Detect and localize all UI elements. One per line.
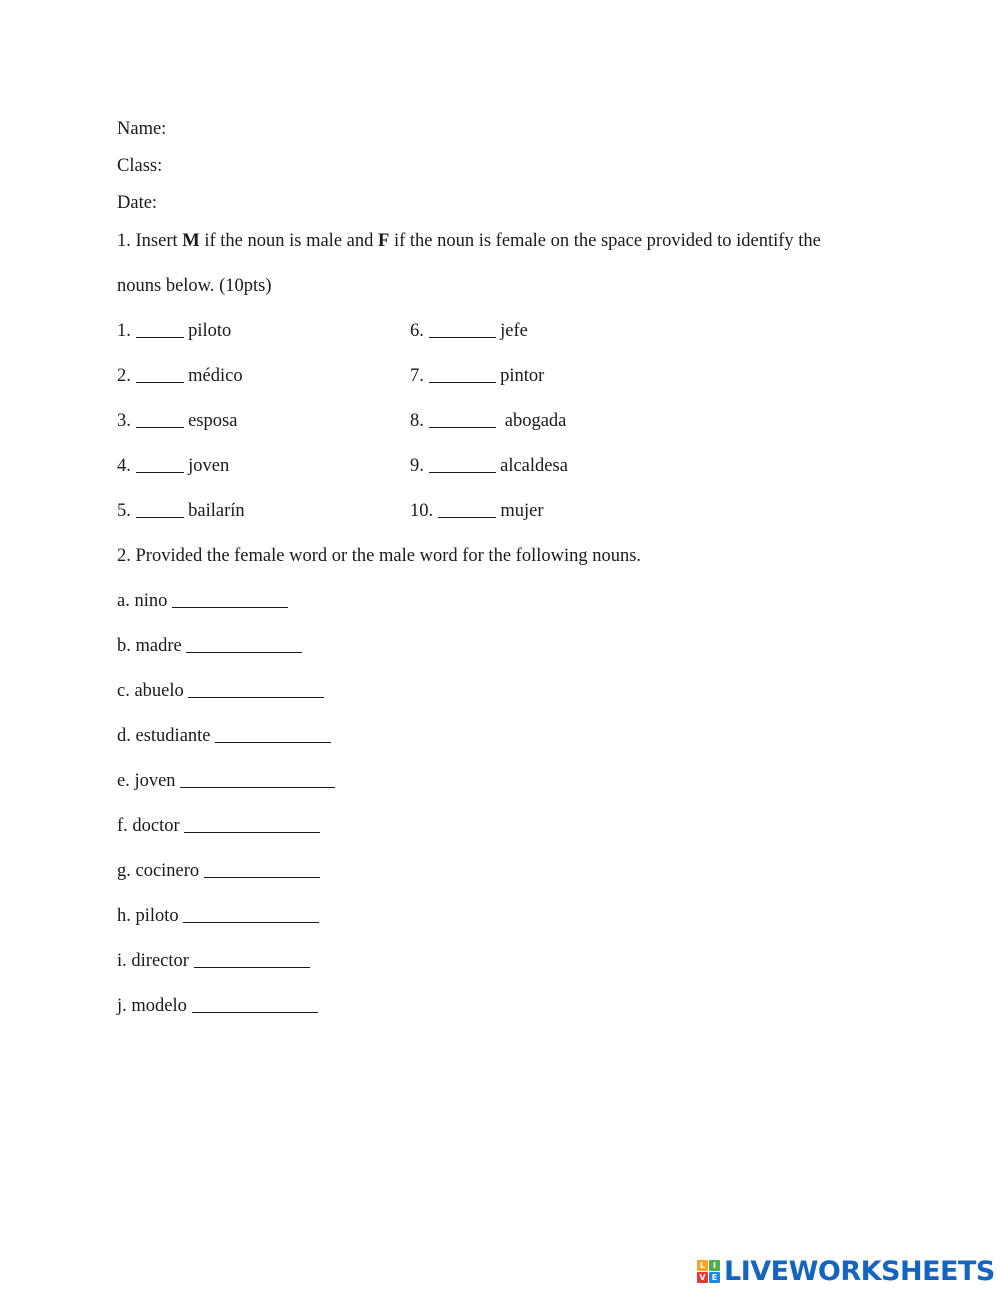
f-letter: F: [378, 231, 390, 251]
answer-blank[interactable]: [188, 681, 324, 698]
logo-block-l: L: [697, 1260, 708, 1271]
logo-block-v: V: [697, 1272, 708, 1283]
section2-instruction: 2. Provided the female word or the male word for the following nouns.: [117, 546, 642, 566]
answer-blank[interactable]: [136, 366, 184, 383]
answer-blank[interactable]: [183, 906, 319, 923]
answer-blank[interactable]: [215, 726, 331, 743]
answer-blank[interactable]: [136, 321, 184, 338]
logo-text: LIVEWORKSHEETS: [724, 1255, 995, 1287]
date-label: Date:: [117, 193, 158, 213]
answer-blank[interactable]: [194, 951, 310, 968]
logo-block-e: E: [709, 1272, 720, 1283]
section1-instruction-line2: nouns below. (10pts): [117, 276, 272, 296]
gender-item-f: f. doctor: [117, 814, 320, 838]
answer-blank[interactable]: [172, 591, 288, 608]
noun-item-9: 9. alcaldesa: [410, 456, 568, 476]
noun-item-4: 4. joven: [117, 456, 230, 476]
answer-blank[interactable]: [192, 996, 318, 1013]
class-label: Class:: [117, 156, 163, 176]
noun-item-6: 6. jefe: [410, 321, 528, 341]
name-label: Name:: [117, 119, 167, 139]
answer-blank[interactable]: [429, 411, 496, 428]
noun-item-10: 10. mujer: [410, 501, 544, 521]
gender-item-b: b. madre: [117, 634, 302, 658]
logo-blocks-icon: [697, 1260, 720, 1283]
instruction-mid: if the noun is male and: [199, 231, 378, 251]
answer-blank[interactable]: [136, 411, 184, 428]
answer-blank[interactable]: [186, 636, 302, 653]
gender-item-i: i. director: [117, 949, 310, 973]
gender-item-h: h. piloto: [117, 904, 319, 928]
gender-item-j: j. modelo: [117, 994, 318, 1018]
answer-blank[interactable]: [180, 771, 335, 788]
answer-blank[interactable]: [136, 456, 184, 473]
noun-item-3: 3. esposa: [117, 411, 238, 431]
gender-item-d: d. estudiante: [117, 724, 331, 748]
noun-item-7: 7. pintor: [410, 366, 545, 386]
gender-item-c: c. abuelo: [117, 679, 324, 703]
instruction-suffix: if the noun is female on the space provided to identify the: [389, 231, 821, 251]
answer-blank[interactable]: [429, 366, 496, 383]
answer-blank[interactable]: [429, 321, 496, 338]
noun-item-1: 1. piloto: [117, 321, 232, 341]
logo-block-i: I: [709, 1260, 720, 1271]
answer-blank[interactable]: [438, 501, 496, 518]
liveworksheets-logo: [697, 1256, 995, 1286]
noun-item-5: 5. bailarín: [117, 501, 245, 521]
instruction-prefix: 1. Insert: [117, 231, 183, 251]
section1-instruction: [117, 229, 821, 253]
noun-item-2: 2. médico: [117, 366, 243, 386]
gender-item-e: e. joven: [117, 769, 335, 793]
answer-blank[interactable]: [204, 861, 320, 878]
gender-item-a: a. nino: [117, 589, 288, 613]
noun-item-8: 8. abogada: [410, 411, 567, 431]
m-letter: M: [182, 231, 200, 251]
gender-item-g: g. cocinero: [117, 859, 320, 883]
answer-blank[interactable]: [184, 816, 320, 833]
answer-blank[interactable]: [429, 456, 496, 473]
answer-blank[interactable]: [136, 501, 184, 518]
